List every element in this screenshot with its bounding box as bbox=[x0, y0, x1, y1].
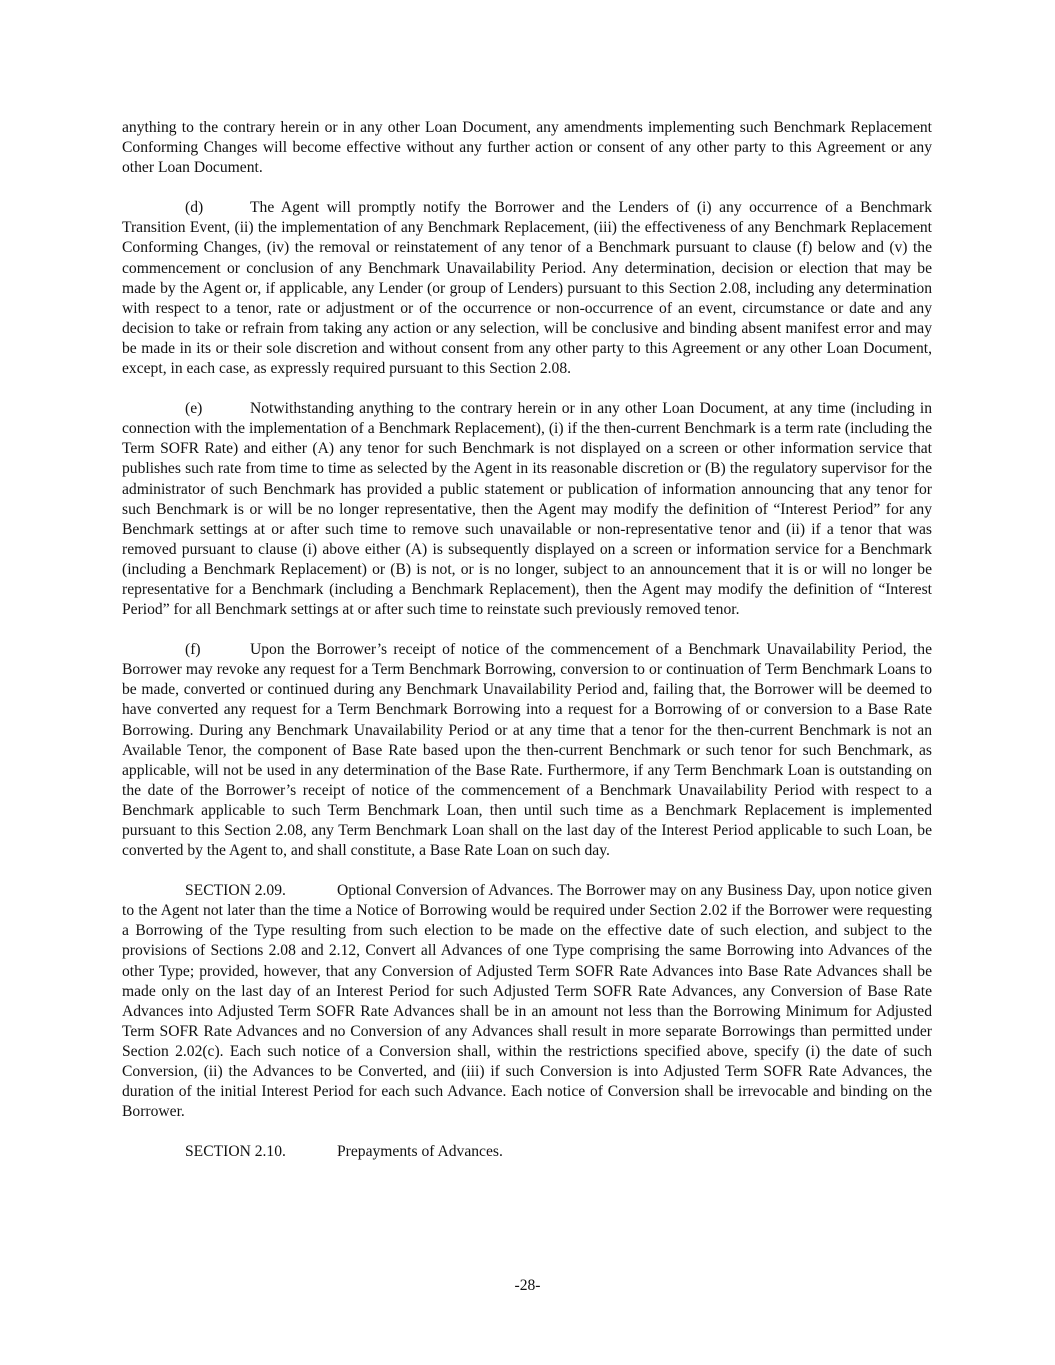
section-label: SECTION 2.10. bbox=[185, 1143, 286, 1161]
section-2-09 bbox=[122, 881, 932, 1122]
paragraph-text: The Agent will promptly notify the Borrower and the Lenders of (i) any occurrence of a Benchmark Transition Event, (ii) the implementation of any Benchmark Replacement, (iii) the effectiveness of any Benchmark Replacement Conforming Changes, (iv) the removal or reinstatement of any tenor of a Benchmark pursuant to clause (f) below and (v) the commencement or conclusion of any Benchmark Unavailability Period. Any determination, decision or election that may be made by the Agent or, if applicable, any Lender (or group of Lenders) pursuant to this Section 2.08, including any determination with respect to a tenor, rate or adjustment or of the occurrence or non-occurrence of an event, circumstance or date and any decision to take or refrain from taking any action or any selection, will be conclusive and binding absent manifest error and may be made in its or their sole discretion and without consent from any other party to this Agreement or any other Loan Document, except, in each case, as expressly required pursuant to this Section 2.08. bbox=[122, 199, 932, 378]
paragraph-text: Notwithstanding anything to the contrary herein or in any other Loan Document, at any time (including in connection with the implementation of a Benchmark Replacement), (i) if the then-current Benchmark is a term rate (including the Term SOFR Rate) and either (A) any tenor for such Benchmark is not displayed on a screen or other information service that publishes such rate from time to time as selected by the Agent in its reasonable discretion or (B) the regulatory supervisor for the administrator of such Benchmark has provided a public statement or publication of information announcing that any tenor for such Benchmark is or will be no longer representative, then the Agent may modify the definition of “Interest Period” for any Benchmark settings at or after such time to remove such unavailable or non-representative tenor and (ii) if a tenor that was removed pursuant to clause (i) above either (A) is subsequently displayed on a screen or information service for a Benchmark (including a Benchmark Replacement) or (B) is not, or is no longer, subject to an announcement that it is or will no longer be representative for a Benchmark (including a Benchmark Replacement), then the Agent may modify the definition of “Interest Period” for all Benchmark settings at or after such time to reinstate such previously removed tenor. bbox=[122, 400, 932, 619]
paragraph-text: anything to the contrary herein or in any other Loan Document, any amendments implementing such Benchmark Replacement Conforming Changes will become effective without any further action or consent of any other party to this Agreement or any other Loan Document. bbox=[122, 119, 932, 177]
paragraph-label: (e) bbox=[185, 400, 203, 418]
paragraph-e bbox=[122, 399, 932, 620]
section-2-10 bbox=[122, 1142, 932, 1162]
section-title: Prepayments of Advances. bbox=[337, 1143, 503, 1161]
section-label: SECTION 2.09. bbox=[185, 882, 286, 900]
paragraph-text: Upon the Borrower’s receipt of notice of the commencement of a Benchmark Unavailability Period, the Borrower may revoke any request for a Term Benchmark Borrowing, conversion to or continuation of Term Benchmark Loans to be made, converted or continued during any Benchmark Unavailability Period and, failing that, the Borrower will be deemed to have converted any request for a Term Benchmark Borrowing into a request for a Borrowing of or conversion to a Base Rate Borrowing. During any Benchmark Unavailability Period or at any time that a tenor for the then-current Benchmark is not an Available Tenor, the component of Base Rate based upon the then-current Benchmark or such tenor for such Benchmark, as applicable, will not be used in any determination of the Base Rate. Furthermore, if any Term Benchmark Loan is outstanding on the date of the Borrower’s receipt of notice of the commencement of a Benchmark Unavailability Period with respect to a Benchmark applicable to such Term Benchmark Loan, then until such time as a Benchmark Replacement is implemented pursuant to this Section 2.08, any Term Benchmark Loan shall on the last day of the Interest Period applicable to such Loan, be converted by the Agent to, and shall constitute, a Base Rate Loan on such day. bbox=[122, 641, 932, 860]
section-title: Optional Conversion of Advances. bbox=[337, 882, 554, 900]
page-number: -28- bbox=[514, 1277, 541, 1294]
paragraph-f bbox=[122, 640, 932, 861]
section-text: The Borrower may on any Business Day, upon notice given to the Agent not later than the time a Notice of Borrowing would be required under Section 2.02 if the Borrower were requesting a Borrowing of the Type resulting from such election to be made on the effective date of such election, and subject to the provisions of Sections 2.08 and 2.12, Convert all Advances of one Type comprising the same Borrowing into Advances of the other Type; provided, however, that any Conversion of Adjusted Term SOFR Rate Advances into Base Rate Advances shall be made only on the last day of an Interest Period for such Adjusted Term SOFR Rate Advances, any Conversion of Base Rate Advances into Adjusted Term SOFR Rate Advances shall be in an amount not less than the Borrowing Minimum for Adjusted Term SOFR Rate Advances and no Conversion of any Advances shall result in more separate Borrowings than permitted under Section 2.02(c). Each such notice of a Conversion shall, within the restrictions specified above, specify (i) the date of such Conversion, (ii) the Advances to be Converted, and (iii) if such Conversion is into Adjusted Term SOFR Rate Advances, the duration of the initial Interest Period for each such Advance. Each notice of Conversion shall be irrevocable and binding on the Borrower. bbox=[122, 882, 932, 1121]
paragraph-label: (d) bbox=[185, 199, 204, 217]
paragraph-d bbox=[122, 198, 932, 379]
paragraph-label: (f) bbox=[185, 641, 201, 659]
paragraph-continuation bbox=[122, 118, 932, 178]
